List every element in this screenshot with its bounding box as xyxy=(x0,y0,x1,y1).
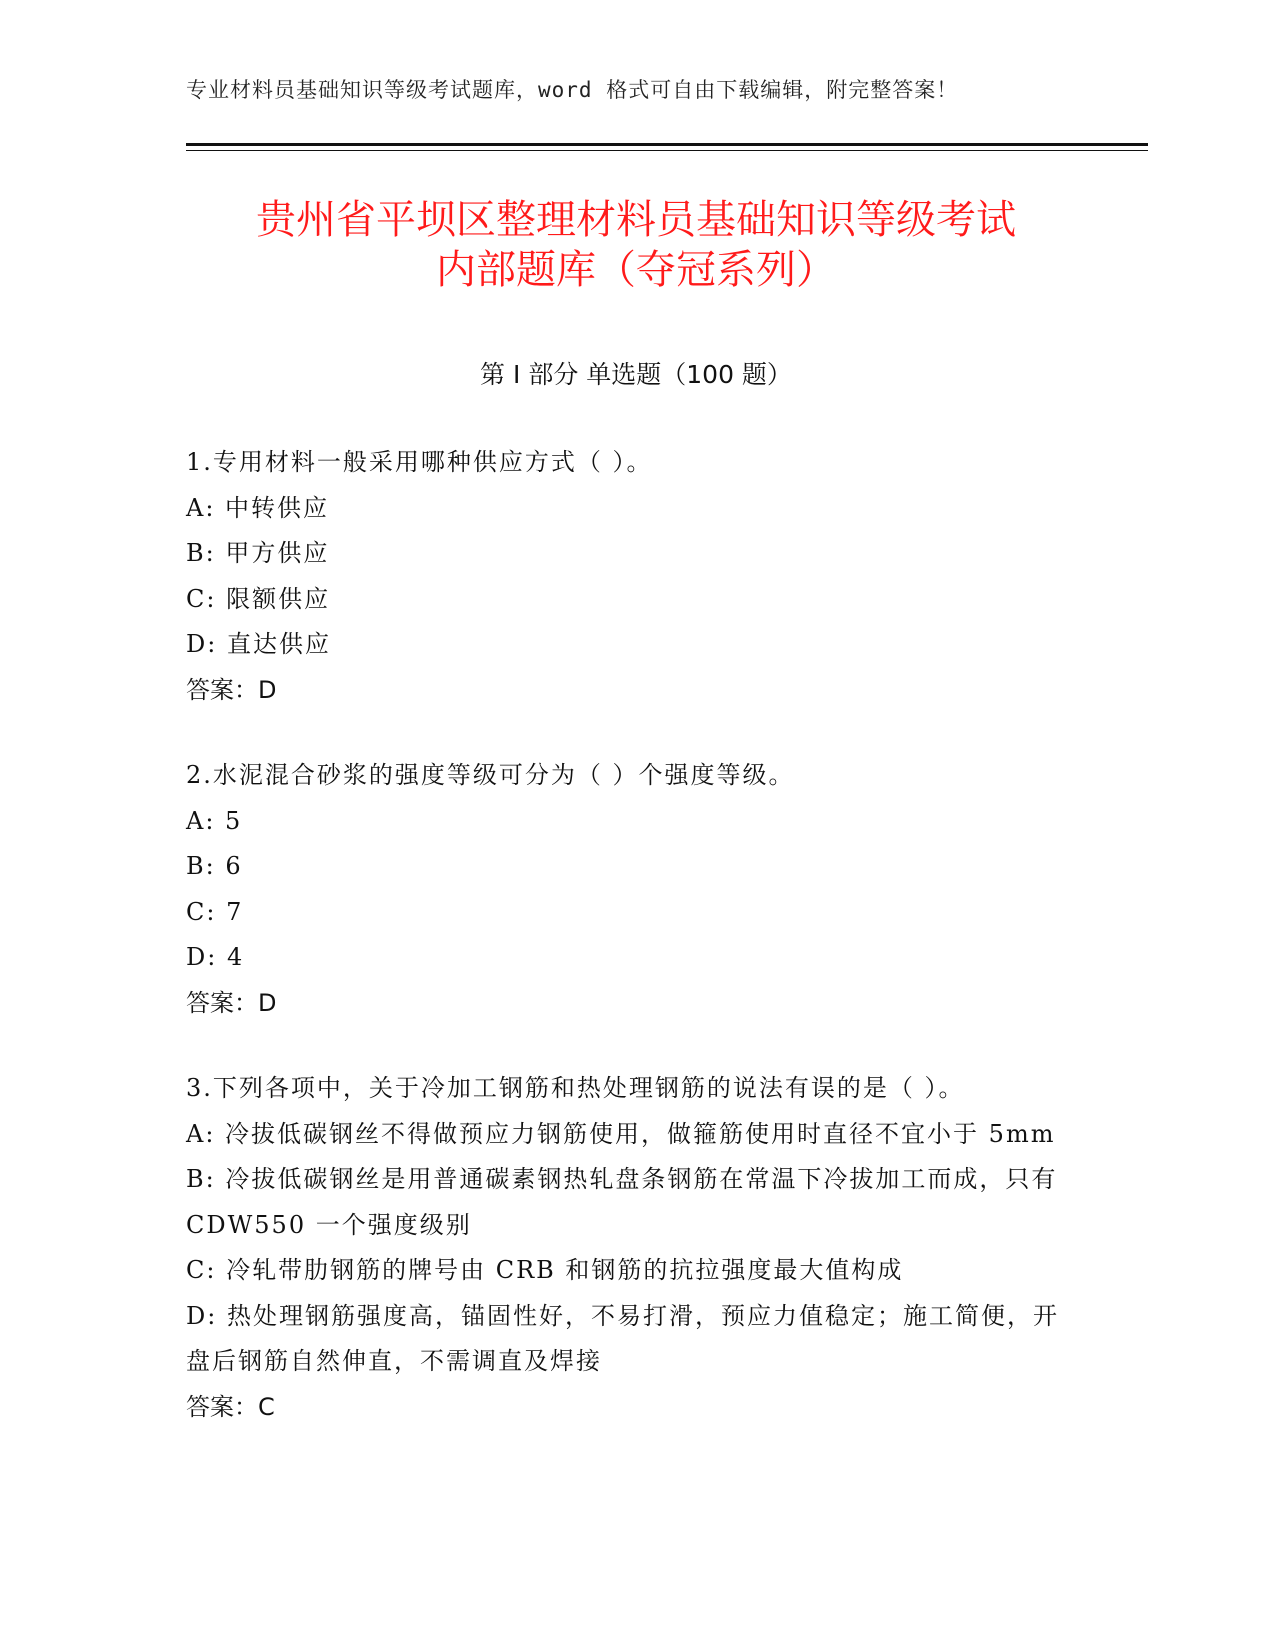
header-rule-thin xyxy=(186,150,1148,151)
option-d: D: 4 xyxy=(186,943,245,971)
answer: 答案：C xyxy=(186,1392,275,1421)
option-d: D: 热处理钢筋强度高，锚固性好，不易打滑，预应力值稳定；施工简便，开盘后钢筋自然伸直，不需调直及焊接 xyxy=(186,1301,1059,1375)
option-b: B: 冷拔低碳钢丝是用普通碳素钢热轧盘条钢筋在常温下冷拔加工而成，只有 CDW550 一个强度级别 xyxy=(186,1165,1058,1239)
answer: 答案：D xyxy=(186,675,277,704)
question-stem: 3.下列各项中，关于冷加工钢筋和热处理钢筋的说法有误的是（ ）。 xyxy=(186,1074,965,1102)
header-rule-thick xyxy=(186,143,1148,146)
option-b: B: 甲方供应 xyxy=(186,539,330,567)
document-title-line-2: 内部题库（夺冠系列） xyxy=(436,247,836,293)
header-note: 专业材料员基础知识等级考试题库，word 格式可自由下载编辑，附完整答案！ xyxy=(186,78,959,102)
document-title xyxy=(186,195,1086,295)
section-title: 第 I 部分 单选题（100 题） xyxy=(480,360,792,389)
option-d: D: 直达供应 xyxy=(186,630,331,658)
question-stem: 2.水泥混合砂浆的强度等级可分为（ ）个强度等级。 xyxy=(186,761,795,789)
option-c: C: 7 xyxy=(186,897,244,926)
option-a: A: 中转供应 xyxy=(186,493,330,522)
question-2 xyxy=(186,753,1066,1026)
question-3 xyxy=(186,1066,1066,1430)
answer: 答案：D xyxy=(186,988,277,1017)
option-c: C: 限额供应 xyxy=(186,584,331,613)
option-a: A: 冷拔低碳钢丝不得做预应力钢筋使用，做箍筋使用时直径不宜小于 5mm xyxy=(186,1119,1056,1148)
question-stem: 1.专用材料一般采用哪种供应方式（ ）。 xyxy=(186,448,653,476)
document-title-line-1: 贵州省平坝区整理材料员基础知识等级考试 xyxy=(256,197,1016,243)
question-list xyxy=(186,440,1066,1470)
question-1 xyxy=(186,440,1066,713)
option-c: C: 冷轧带肋钢筋的牌号由 CRB 和钢筋的抗拉强度最大值构成 xyxy=(186,1256,904,1284)
option-b: B: 6 xyxy=(186,852,243,880)
option-a: A: 5 xyxy=(186,806,243,835)
